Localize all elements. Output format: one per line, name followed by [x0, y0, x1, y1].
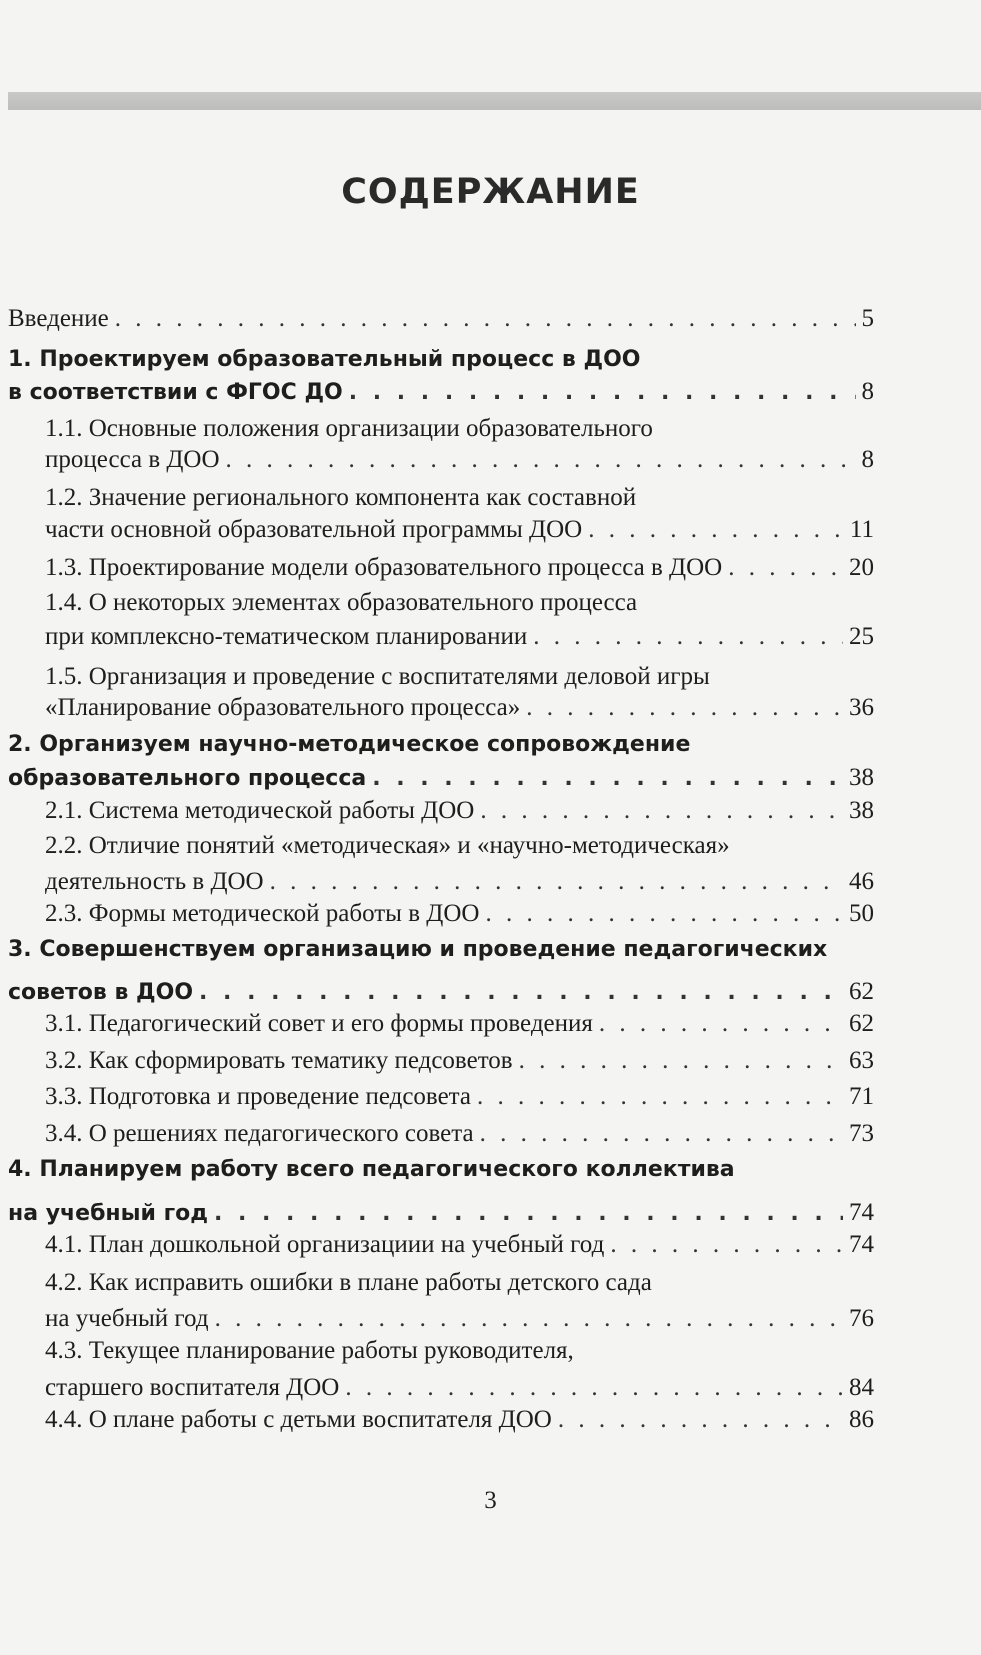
dot-leader — [372, 766, 843, 791]
dot-leader — [477, 1083, 843, 1111]
toc-page-number: 36 — [849, 694, 874, 721]
toc-heading-line — [8, 347, 874, 381]
toc-heading-line — [8, 978, 874, 1012]
toc-entry-text: 2. Организуем научно-методическое сопровождение — [8, 732, 691, 757]
toc-page-number: 50 — [849, 900, 874, 927]
toc-page-number: 5 — [861, 305, 874, 332]
dot-leader — [533, 623, 843, 651]
dot-leader — [480, 1120, 843, 1148]
toc-heading-line — [8, 378, 874, 412]
toc-entry-text: 3.4. О решениях педагогического совета — [45, 1120, 474, 1147]
dot-leader — [599, 1010, 843, 1038]
dot-leader — [115, 305, 856, 333]
toc-heading-line — [8, 1157, 874, 1191]
toc-entry-line — [45, 1406, 874, 1440]
toc-page-number: 8 — [861, 378, 874, 405]
toc-entry-line — [45, 797, 874, 831]
toc-page-number: 86 — [849, 1406, 874, 1433]
toc-page-number: 73 — [849, 1120, 874, 1147]
dot-leader — [526, 694, 843, 722]
toc-heading-line — [8, 1199, 874, 1233]
toc-page-number: 38 — [849, 764, 874, 791]
dot-leader — [215, 1305, 843, 1333]
toc-entry-text: процесса в ДОО — [45, 446, 220, 473]
toc-page-number: 38 — [849, 797, 874, 824]
toc-entry-text: в соответствии с ФГОС ДО — [8, 380, 343, 405]
toc-entry-line — [8, 305, 874, 339]
toc-entry-text: 1.2. Значение регионального компонента как составной — [45, 484, 637, 511]
toc-entry-line — [45, 484, 874, 518]
dot-leader — [270, 868, 843, 896]
toc-entry-text: на учебный год — [8, 1201, 208, 1226]
page-number: 3 — [484, 1487, 497, 1514]
toc-entry-text: 2.1. Система методической работы ДОО — [45, 797, 475, 824]
dot-leader — [519, 1047, 843, 1075]
toc-entry-text: Введение — [8, 305, 109, 332]
dot-leader — [226, 446, 856, 474]
toc-page-number: 62 — [849, 1010, 874, 1037]
toc-entry-text: 1. Проектируем образовательный процесс в ДОО — [8, 347, 641, 372]
toc-page-number: 71 — [849, 1083, 874, 1110]
toc-page-number: 46 — [849, 868, 874, 895]
toc-entry-text: 1.1. Основные положения организации образовательного — [45, 415, 653, 442]
toc-entry-line — [45, 446, 874, 480]
toc-entry-line — [45, 1305, 874, 1339]
dot-leader — [728, 554, 843, 582]
toc-entry-line — [45, 868, 874, 902]
toc-entry-line — [45, 1120, 874, 1154]
toc-entry-text: 3.3. Подготовка и проведение педсовета — [45, 1083, 472, 1110]
toc-entry-line — [45, 832, 874, 866]
dot-leader — [214, 1201, 843, 1226]
toc-heading-line — [8, 732, 874, 766]
toc-page-number: 62 — [849, 978, 874, 1005]
dot-leader — [485, 900, 843, 928]
toc-entry-text: 1.5. Организация и проведение с воспитателями деловой игры — [45, 663, 710, 690]
toc-entry-text: 4.1. План дошкольной организациии на учебный год — [45, 1231, 605, 1258]
toc-entry-text: 3.2. Как сформировать тематику педсоветов — [45, 1047, 513, 1074]
toc-entry-text: 4.2. Как исправить ошибки в плане работы детского сада — [45, 1269, 652, 1296]
toc-entry-text: 1.4. О некоторых элементах образовательного процесса — [45, 589, 638, 616]
toc-entry-line — [45, 623, 874, 657]
toc-entry-line — [45, 554, 874, 588]
toc-entry-line — [45, 415, 874, 449]
toc-entry-line — [45, 1269, 874, 1303]
toc-entry-line — [45, 663, 874, 697]
toc-entry-text: 2.3. Формы методической работы в ДОО — [45, 900, 480, 927]
toc-entry-text: при комплексно-тематическом планировании — [45, 623, 528, 650]
toc-page-number: 20 — [849, 554, 874, 581]
toc-entry-text: на учебный год — [45, 1305, 209, 1332]
toc-entry-text: части основной образовательной программы ДОО — [45, 516, 583, 543]
toc-heading-line — [8, 937, 874, 971]
toc-entry-line — [45, 589, 874, 623]
toc-page-number: 8 — [861, 446, 874, 473]
toc-page-number: 74 — [849, 1231, 874, 1258]
toc-entry-line — [45, 1083, 874, 1117]
toc-page-number: 84 — [849, 1374, 874, 1401]
toc-page-number: 63 — [849, 1047, 874, 1074]
toc-entry-line — [45, 900, 874, 934]
toc-entry-line — [45, 516, 874, 550]
dot-leader — [610, 1231, 843, 1259]
dot-leader — [558, 1406, 843, 1434]
toc-entry-text: 1.3. Проектирование модели образовательного процесса в ДОО — [45, 554, 723, 581]
toc-entry-text: 3.1. Педагогический совет и его формы проведения — [45, 1010, 593, 1037]
toc-entry-text: старшего воспитателя ДОО — [45, 1374, 340, 1401]
toc-page-number: 11 — [849, 516, 874, 543]
toc-page-number: 76 — [849, 1305, 874, 1332]
toc-entry-text: 4.4. О плане работы с детьми воспитателя ДОО — [45, 1406, 552, 1433]
dot-leader — [345, 1374, 843, 1402]
toc-heading-line — [8, 764, 874, 798]
dot-leader — [588, 516, 844, 544]
toc-entry-text: «Планирование образовательного процесса» — [45, 694, 521, 721]
toc-entry-text: 4. Планируем работу всего педагогического коллектива — [8, 1157, 735, 1182]
toc-entry-line — [45, 1337, 874, 1371]
dot-leader — [199, 980, 843, 1005]
toc-entry-text: 4.3. Текущее планирование работы руководителя, — [45, 1337, 574, 1364]
dot-leader — [480, 797, 843, 825]
toc-page-number: 74 — [849, 1199, 874, 1226]
page-title: СОДЕРЖАНИЕ — [341, 172, 640, 212]
toc-entry-text: советов в ДОО — [8, 980, 194, 1005]
toc-entry-text: образовательного процесса — [8, 766, 367, 791]
toc-entry-text: деятельность в ДОО — [45, 868, 264, 895]
toc-entry-line — [45, 1231, 874, 1265]
toc-entry-text: 3. Совершенствуем организацию и проведение педагогических — [8, 937, 828, 962]
toc-entry-line — [45, 1374, 874, 1408]
dot-leader — [349, 380, 856, 405]
toc-entry-line — [45, 694, 874, 728]
toc-page-number: 25 — [849, 623, 874, 650]
toc-entry-line — [45, 1047, 874, 1081]
toc-entry-line — [45, 1010, 874, 1044]
toc-entry-text: 2.2. Отличие понятий «методическая» и «научно-методическая» — [45, 832, 730, 859]
